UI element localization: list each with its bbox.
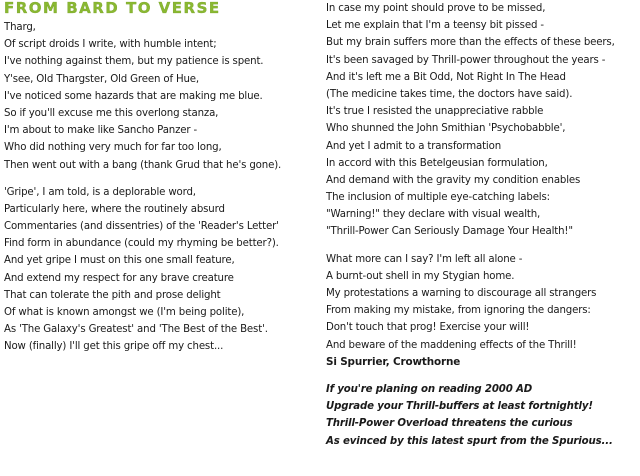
poem-line: It's true I resisted the unappreciative rabble <box>326 106 544 118</box>
poem-line: Tharg, <box>4 22 36 33</box>
poem-line: I've nothing against them, but my patience is spent. <box>4 56 264 68</box>
poem-line: The inclusion of multiple eye-catching labels: <box>326 192 550 204</box>
poem-line: And it's left me a Bit Odd, Not Right In The Head <box>326 71 566 83</box>
poem-line: In case my point should prove to be missed, <box>326 3 546 14</box>
poem-line: And beware of the maddening effects of the Thrill! <box>326 339 577 351</box>
poem-line: (The medicine takes time, the doctors have said). <box>326 88 573 100</box>
poem-line: Particularly here, where the routinely absurd <box>4 203 225 215</box>
poem-line: Of script droids I write, with humble intent; <box>4 39 217 51</box>
poem-line: Now (finally) I'll get this gripe off my chest... <box>4 341 224 353</box>
poem-line: What more can I say? I'm left all alone - <box>326 253 523 265</box>
poem-line: As 'The Galaxy's Greatest' and 'The Best of the Best'. <box>4 324 268 336</box>
poem-line: "Thrill-Power Can Seriously Damage Your Health!" <box>326 226 573 238</box>
poem-line: Who shunned the John Smithian 'Psychobabble', <box>326 123 566 135</box>
poem-line: "Warning!" they declare with visual wealth, <box>326 209 541 221</box>
poem-line: And yet I admit to a transformation <box>326 140 501 152</box>
poem-line: Let me explain that I'm a teensy bit pissed - <box>326 20 544 32</box>
poem-line: Then went out with a bang (thank Grud that he's gone). <box>4 159 282 171</box>
poem-line: And demand with the gravity my condition enables <box>326 174 581 186</box>
poem-line: My protestations a warning to discourage all strangers <box>326 288 597 299</box>
poem-line: Commentaries (and dissentries) of the 'Reader's Letter' <box>4 221 279 233</box>
poem-line: In accord with this Betelgeusian formulation, <box>326 157 548 169</box>
stanza-4 <box>326 251 638 354</box>
poem-line: That can tolerate the pith and prose delight <box>4 289 221 301</box>
poem-line: And yet gripe I must on this one small feature, <box>4 255 235 267</box>
poem-line: But my brain suffers more than the effects of these beers, <box>326 37 615 49</box>
poem-line: Who did nothing very much for far too long, <box>4 142 222 154</box>
poem-line: It's been savaged by Thrill-power throughout the years - <box>326 54 606 66</box>
page-title: FROM BARD TO VERSE <box>4 0 221 17</box>
left-column <box>4 0 316 356</box>
footer-line: If you're planing on reading 2000 AD <box>326 383 533 395</box>
poem-line: Find form in abundance (could my rhyming be better?). <box>4 238 279 250</box>
footer-line: As evinced by this latest spurt from the Spurious... <box>326 435 613 447</box>
footer-line: Thrill-Power Overload threatens the curious <box>326 418 573 430</box>
stanza-1 <box>4 19 316 174</box>
poem-line: Y'see, Old Thargster, Old Green of Hue, <box>4 73 200 85</box>
footer-line: Upgrade your Thrill-buffers at least fortnightly! <box>326 401 593 413</box>
stanza-3 <box>326 0 638 241</box>
poem-line: So if you'll excuse me this overlong stanza, <box>4 107 219 119</box>
stanza-2 <box>4 184 316 356</box>
right-column <box>326 0 638 450</box>
poem-line: A burnt-out shell in my Stygian home. <box>326 270 515 282</box>
poem-line: Of what is known amongst we (I'm being polite), <box>4 307 245 318</box>
poem-line: From making my mistake, from ignoring the dangers: <box>326 305 591 317</box>
footer-verse <box>326 381 638 450</box>
poem-line: I'm about to make like Sancho Panzer - <box>4 125 198 137</box>
poem-line: 'Gripe', I am told, is a deplorable word, <box>4 186 196 198</box>
poem-line: I've noticed some hazards that are making me blue. <box>4 90 263 102</box>
poem-line: And extend my respect for any brave creature <box>4 272 234 284</box>
signature: Si Spurrier, Crowthorne <box>326 355 461 368</box>
poem-line: Don't touch that prog! Exercise your will! <box>326 322 530 334</box>
